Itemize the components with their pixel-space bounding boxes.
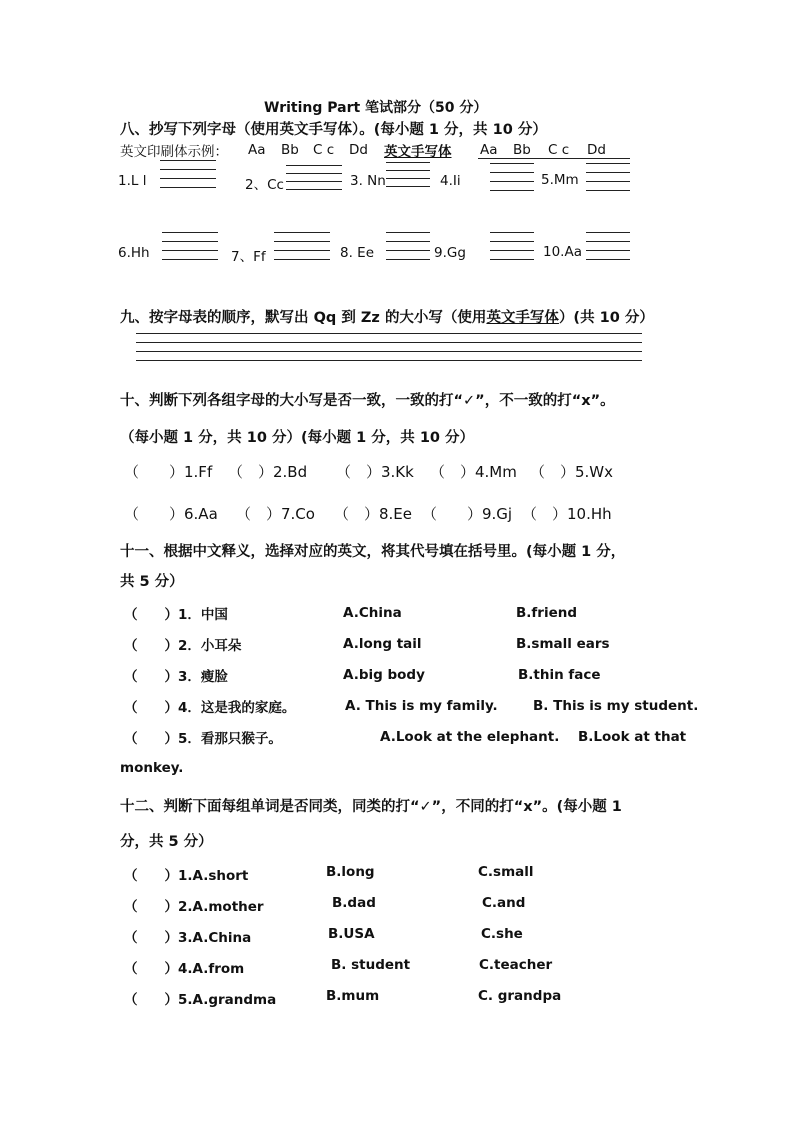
writing-line-9b[interactable] bbox=[136, 342, 642, 343]
match-option-b-1: B.friend bbox=[516, 605, 578, 621]
copy-item-10: 10.Aa bbox=[543, 244, 582, 260]
category-option-c-3: C.she bbox=[481, 926, 523, 942]
writing-lines-10[interactable] bbox=[586, 232, 630, 252]
print-example-4: Dd bbox=[349, 142, 368, 158]
print-example-2: Bb bbox=[281, 142, 299, 158]
match-option-b-4: B. This is my student. bbox=[533, 698, 699, 714]
judge-item-9: （ ）9.Gj bbox=[422, 505, 513, 523]
category-option-c-5: C. grandpa bbox=[478, 988, 562, 1004]
category-option-b-4: B. student bbox=[331, 957, 411, 973]
match-option-b-2: B.small ears bbox=[516, 636, 610, 652]
category-option-b-2: B.dad bbox=[332, 895, 376, 911]
match-question-4: （ ）4．这是我的家庭。 bbox=[124, 700, 296, 716]
section-9-heading-b: 的大小写（使用 bbox=[384, 310, 487, 326]
qq-label: Qq bbox=[313, 310, 337, 326]
match-option-b-5-wrap: monkey. bbox=[120, 760, 184, 776]
handwriting-example-4: Dd bbox=[587, 142, 606, 158]
match-question-5: （ ）5．看那只猴子。 bbox=[124, 731, 282, 747]
section-9-handwriting: 英文手写体 bbox=[486, 310, 559, 326]
writing-lines-3[interactable] bbox=[386, 162, 430, 182]
writing-lines-6[interactable] bbox=[162, 232, 218, 252]
writing-lines-7[interactable] bbox=[274, 232, 330, 252]
judge-item-4: （ ）4.Mm bbox=[430, 463, 517, 481]
copy-item-4: 4.Ii bbox=[440, 173, 461, 189]
handwriting-label: 英文手写体 bbox=[384, 144, 452, 160]
category-option-c-2: C.and bbox=[482, 895, 526, 911]
section-10-heading: 十、判断下列各组字母的大小写是否一致，一致的打“✓”，不一致的打“x”。 bbox=[120, 393, 615, 409]
copy-item-2: 2、Cc bbox=[245, 177, 284, 193]
judge-item-3: （ ）3.Kk bbox=[336, 463, 414, 481]
category-option-b-1: B.long bbox=[326, 864, 375, 880]
category-question-4: （ ）4.A.from bbox=[124, 961, 245, 977]
judge-item-10: （ ）10.Hh bbox=[522, 505, 612, 523]
match-option-b-3: B.thin face bbox=[518, 667, 601, 683]
writing-lines-4[interactable] bbox=[490, 163, 534, 183]
handwriting-example-2: Bb bbox=[513, 142, 531, 158]
category-question-2: （ ）2.A.mother bbox=[124, 899, 264, 915]
print-example-3: C c bbox=[313, 142, 335, 158]
to-label: 到 bbox=[341, 310, 356, 326]
copy-item-7: 7、Ff bbox=[231, 249, 266, 265]
section-10-sub: （每小题 1 分，共 10 分）(每小题 1 分，共 10 分） bbox=[120, 430, 475, 446]
match-option-a-2: A.long tail bbox=[343, 636, 422, 652]
match-question-1: （ ）1．中国 bbox=[124, 607, 228, 623]
category-question-5: （ ）5.A.grandma bbox=[124, 992, 277, 1008]
match-option-a-5: A.Look at the elephant. bbox=[380, 729, 560, 745]
writing-line-9c[interactable] bbox=[136, 351, 642, 352]
writing-lines-1[interactable] bbox=[160, 160, 216, 180]
writing-line-9d[interactable] bbox=[136, 360, 642, 361]
judge-item-6: （ ）6.Aa bbox=[124, 505, 218, 523]
match-question-2: （ ）2．小耳朵 bbox=[124, 638, 242, 654]
writing-line-9a[interactable] bbox=[136, 333, 642, 334]
judge-item-5: （ ）5.Wx bbox=[530, 463, 614, 481]
category-option-b-3: B.USA bbox=[328, 926, 375, 942]
category-option-c-4: C.teacher bbox=[479, 957, 553, 973]
copy-item-1: 1.L l bbox=[118, 173, 147, 189]
category-option-b-5: B.mum bbox=[326, 988, 380, 1004]
judge-item-8: （ ）8.Ee bbox=[334, 505, 413, 523]
match-option-b-5: B.Look at that bbox=[578, 729, 687, 745]
writing-lines-5[interactable] bbox=[586, 163, 630, 183]
category-question-1: （ ）1.A.short bbox=[124, 868, 249, 884]
page-title: Writing Part 笔试部分（50 分） bbox=[264, 100, 488, 116]
copy-item-9: 9.Gg bbox=[434, 245, 466, 261]
section-8-heading: 八、抄写下列字母（使用英文手写体）。(每小题 1 分，共 10 分） bbox=[120, 122, 547, 138]
match-option-a-3: A.big body bbox=[343, 667, 425, 683]
handwriting-example-3: C c bbox=[548, 142, 570, 158]
section-9-heading-a: 九、按字母表的顺序，默写出 bbox=[120, 310, 309, 326]
writing-lines-2[interactable] bbox=[286, 165, 342, 185]
writing-lines-8[interactable] bbox=[386, 232, 430, 252]
judge-item-1: （ ）1.Ff bbox=[124, 463, 213, 481]
judge-item-7: （ ）7.Co bbox=[236, 505, 315, 523]
category-option-c-1: C.small bbox=[478, 864, 534, 880]
zz-label: Zz bbox=[360, 310, 380, 326]
section-9-heading bbox=[120, 306, 654, 327]
copy-item-8: 8. Ee bbox=[340, 245, 375, 261]
section-12-heading-2: 分，共 5 分） bbox=[120, 834, 213, 850]
section-9-heading-c: ）(共 10 分） bbox=[558, 310, 654, 326]
handwriting-example-1: Aa bbox=[480, 142, 498, 158]
print-example-label: 英文印刷体示例： bbox=[120, 144, 228, 160]
section-11-heading-2: 共 5 分） bbox=[120, 574, 184, 590]
print-example-1: Aa bbox=[248, 142, 266, 158]
section-12-heading: 十二、判断下面每组单词是否同类，同类的打“✓”，不同的打“x”。(每小题 1 bbox=[120, 799, 622, 815]
copy-item-5: 5.Mm bbox=[541, 172, 579, 188]
writing-lines-9[interactable] bbox=[490, 232, 534, 252]
copy-item-3: 3. Nn bbox=[350, 173, 386, 189]
match-option-a-4: A. This is my family. bbox=[345, 698, 498, 714]
judge-item-2: （ ）2.Bd bbox=[228, 463, 308, 481]
category-question-3: （ ）3.A.China bbox=[124, 930, 252, 946]
section-11-heading: 十一、根据中文释义，选择对应的英文，将其代号填在括号里。(每小题 1 分， bbox=[120, 544, 626, 560]
copy-item-6: 6.Hh bbox=[118, 245, 150, 261]
match-question-3: （ ）3．瘦脸 bbox=[124, 669, 228, 685]
match-option-a-1: A.China bbox=[343, 605, 402, 621]
